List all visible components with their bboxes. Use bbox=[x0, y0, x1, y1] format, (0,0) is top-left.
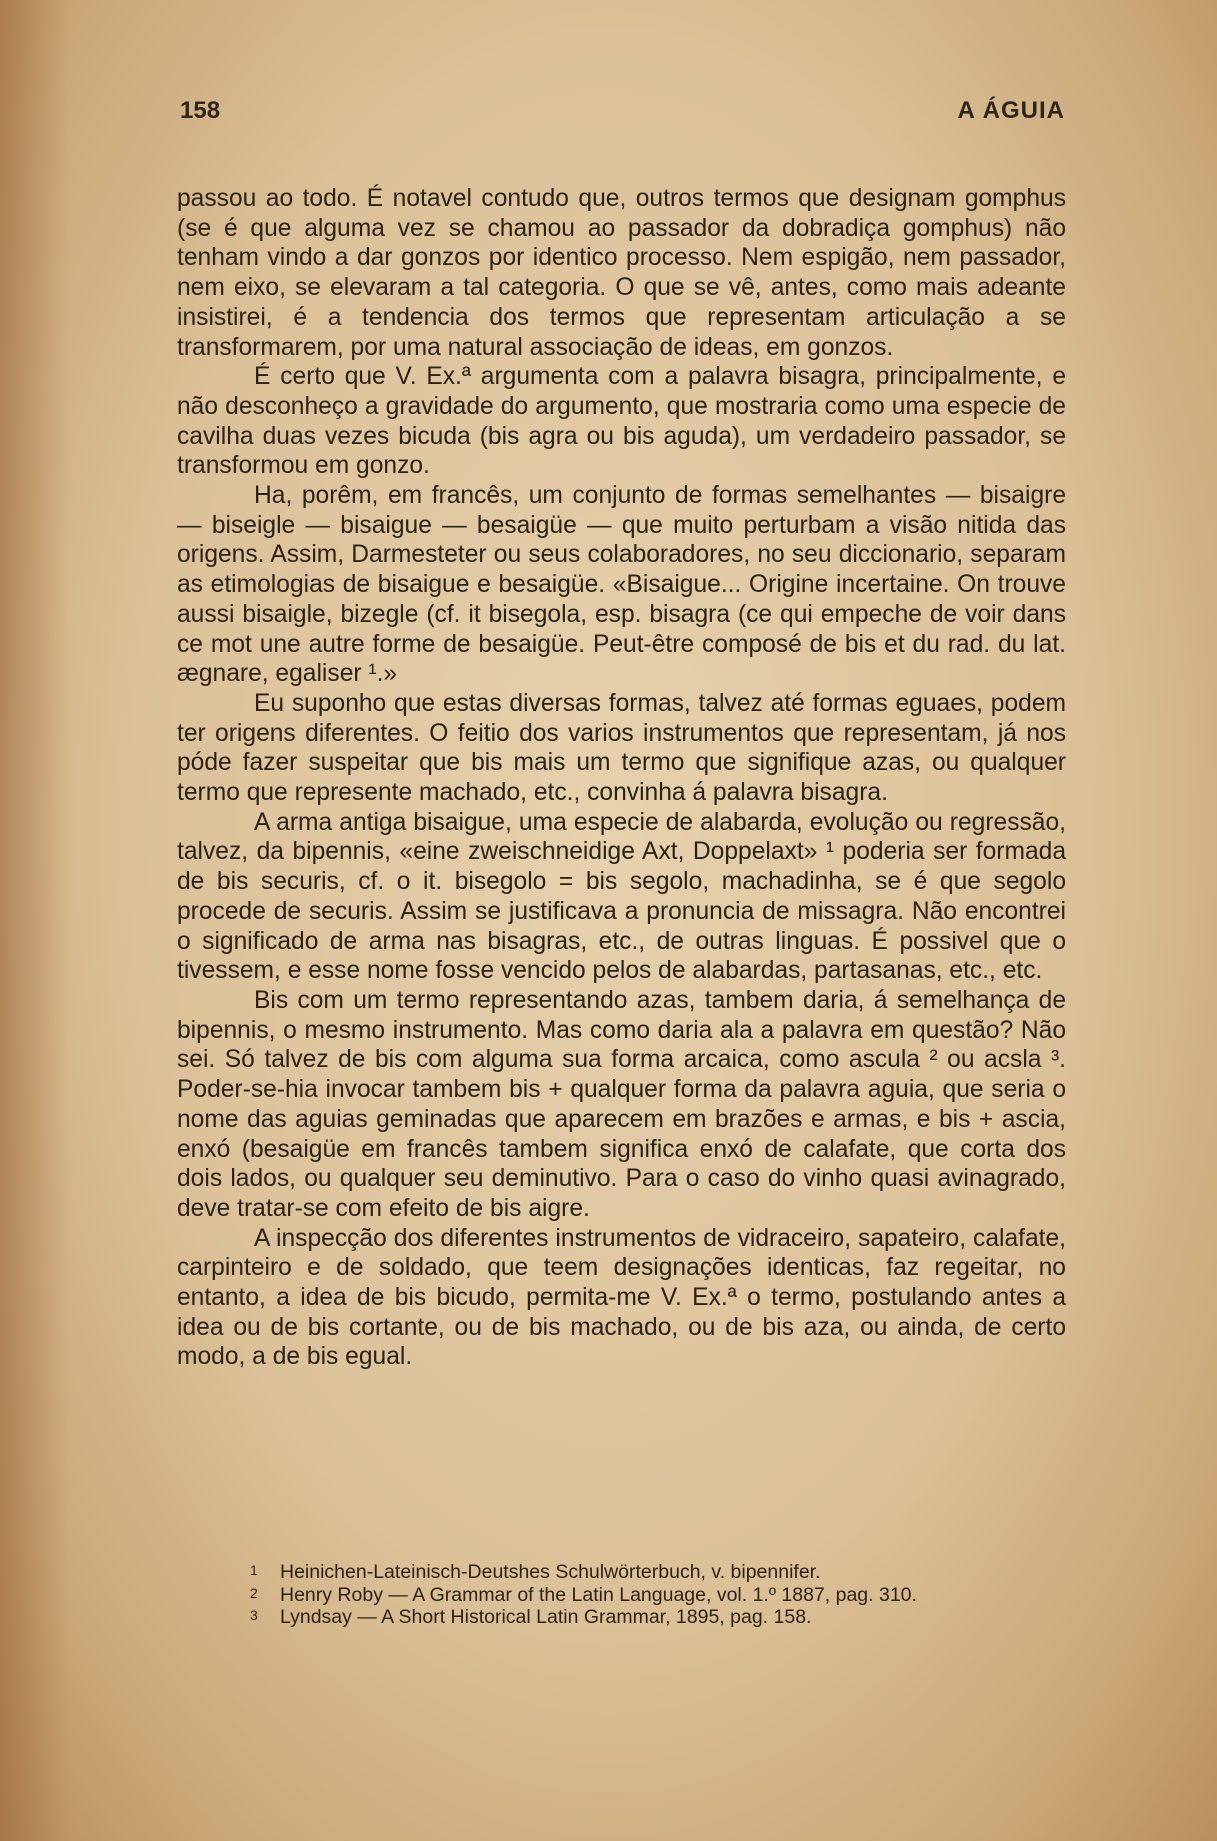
footnote bbox=[250, 1584, 1070, 1607]
footnote-text: Henry Roby — A Grammar of the Latin Language, vol. 1.º 1887, pag. 310. bbox=[280, 1583, 917, 1606]
paragraph: Bis com um termo representando azas, tambem daria, á semelhança de bipennis, o mesmo instrumento. Mas como daria ala a palavra em questão? Não sei. Só talvez de bis com alguma sua forma arcaica, como ascula ² ou acsla ³. Poder-se-hia invocar tambem bis + qualquer forma da palavra aguia, que seria o nome das aguias geminadas que aparecem em brazões e armas, e bis + ascia, enxó (besaigüe em francês tambem significa enxó de calafate, que corta dos dois lados, ou qualquer seu deminutivo. Para o caso do vinho quasi avinagrado, deve tratar-se com efeito de bis aigre. bbox=[177, 986, 1066, 1222]
paragraph: É certo que V. Ex.ª argumenta com a palavra bisagra, principalmente, e não desconheço a gravidade do argumento, que mostraria como uma especie de cavilha duas vezes bicuda (bis agra ou bis aguda), um verdadeiro passador, se transformou em gonzo. bbox=[177, 363, 1066, 480]
paragraph: A inspecção dos diferentes instrumentos de vidraceiro, sapateiro, calafate, carpinteiro e de soldado, que teem designações identicas, faz regeitar, no entanto, a idea de bis bicudo, permita-me V. Ex.ª o termo, postulando antes a idea ou de bis cortante, ou de bis machado, ou de bis aza, ou ainda, de certo modo, a de bis egual. bbox=[177, 1224, 1066, 1371]
page-edge-shadow bbox=[0, 0, 70, 1841]
footnote-text: Lyndsay — A Short Historical Latin Grammar, 1895, pag. 158. bbox=[280, 1606, 812, 1628]
paragraph: Ha, porêm, em francês, um conjunto de formas semelhantes — bisaigre — biseigle — bisaigue — besaigüe — que muito perturbam a visão nitida das origens. Assim, Darmesteter ou seus colaboradores, no seu diccionario, separam as etimologias de bisaigue e besaigüe. «Bisaigue... Origine incertaine. On trouve aussi bisaigle, bizegle (cf. it bisegola, esp. bisagra (ce qui empeche de voir dans ce mot une autre forme de besaigüe. Peut-être composé de bis et du rad. du lat. ægnare, egaliser ¹.» bbox=[177, 482, 1066, 688]
page-number: 158 bbox=[180, 97, 221, 124]
footnote-mark: 2 bbox=[250, 1584, 258, 1601]
body-text bbox=[177, 184, 1066, 1372]
running-title: A ÁGUIA bbox=[957, 97, 1065, 124]
footnote bbox=[250, 1606, 1070, 1629]
footnote-mark: 3 bbox=[250, 1607, 258, 1623]
paragraph: A arma antiga bisaigue, uma especie de alabarda, evolução ou regressão, talvez, da bipennis, «eine zweischneidige Axt, Doppelaxt» ¹ poderia ser formada de bis securis, cf. o it. bisegolo = bis segolo, machadinha, se é que segolo procede de securis. Assim se justificava a pronuncia de missagra. Não encontrei o significado de arma nas bisagras, etc., de outras linguas. É possivel que o tivessem, e esse nome fosse vencido pelos de alabardas, partasanas, etc., etc. bbox=[177, 808, 1066, 985]
footnote-text: Heinichen-Lateinisch-Deutshes Schulwörterbuch, v. bipennifer. bbox=[280, 1561, 821, 1583]
footnotes bbox=[250, 1561, 1070, 1629]
footnote-mark: 1 bbox=[250, 1562, 258, 1578]
paragraph: Eu suponho que estas diversas formas, talvez até formas eguaes, podem ter origens diferentes. O feitio dos varios instrumentos que representam, já nos póde fazer suspeitar que bis mais um termo que signifique azas, ou qualquer termo que represente machado, etc., convinha á palavra bisagra. bbox=[177, 689, 1066, 807]
footnote bbox=[250, 1561, 1070, 1584]
paragraph: passou ao todo. É notavel contudo que, outros termos que designam gomphus (se é que alguma vez se chamou ao passador da dobradiça gomphus) não tenham vindo a dar gonzos por identico processo. Nem espigão, nem passador, nem eixo, se elevaram a tal categoria. O que se vê, antes, como mais adeante insistirei, é a tendencia dos termos que representam articulação a se transformarem, por uma natural associação de ideas, em gonzos. bbox=[177, 185, 1066, 361]
page-header bbox=[180, 97, 1065, 127]
